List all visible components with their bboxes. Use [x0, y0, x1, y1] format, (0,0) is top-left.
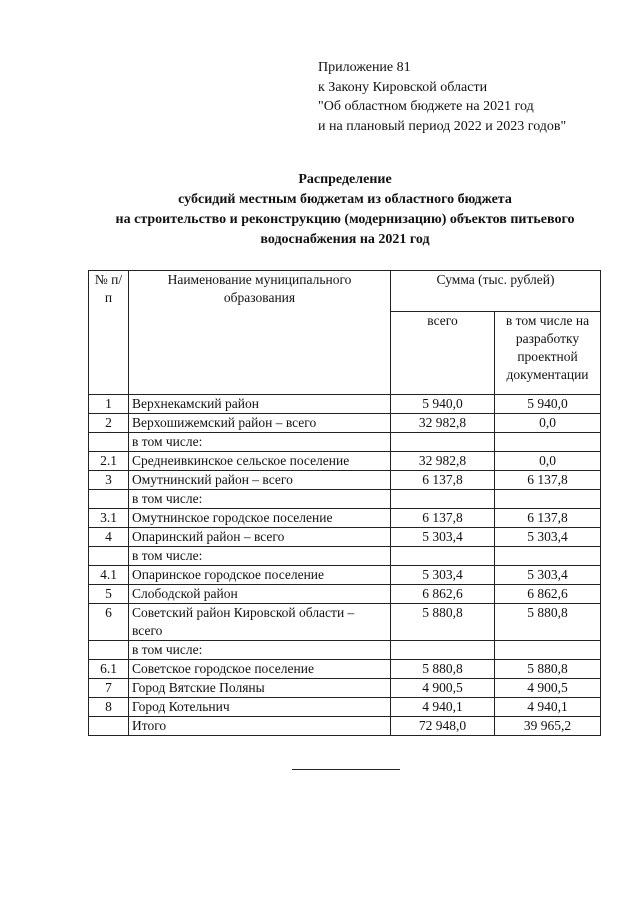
- row-total: 6 137,8: [391, 509, 495, 528]
- table-row: [89, 566, 601, 585]
- row-design: 4 940,1: [495, 698, 601, 717]
- row-name: Город Котельнич: [129, 698, 391, 717]
- appendix-header: [318, 58, 566, 136]
- row-total: 4 940,1: [391, 698, 495, 717]
- row-total: 4 900,5: [391, 679, 495, 698]
- row-num: [89, 490, 129, 509]
- row-design: 5 880,8: [495, 660, 601, 679]
- table-row: [89, 547, 601, 566]
- row-num: 4.1: [89, 566, 129, 585]
- row-total: [391, 641, 495, 660]
- table-row: [89, 452, 601, 471]
- table-row: [89, 698, 601, 717]
- table-body: [89, 395, 601, 736]
- row-total: 5 303,4: [391, 528, 495, 547]
- row-name: Город Вятские Поляны: [129, 679, 391, 698]
- header-design: в том числе на разработку проектной документации: [495, 312, 601, 395]
- row-num: 5: [89, 585, 129, 604]
- row-name: Опаринский район – всего: [129, 528, 391, 547]
- row-design: 39 965,2: [495, 717, 601, 736]
- row-num: 7: [89, 679, 129, 698]
- row-total: 6 862,6: [391, 585, 495, 604]
- row-design: 6 862,6: [495, 585, 601, 604]
- title-line: на строительство и реконструкцию (модернизацию) объектов питьевого: [115, 212, 575, 227]
- row-design: 0,0: [495, 452, 601, 471]
- row-design: 0,0: [495, 414, 601, 433]
- header-total: всего: [391, 312, 495, 395]
- row-num: 2: [89, 414, 129, 433]
- appendix-line: к Закону Кировской области: [318, 79, 488, 95]
- row-num: 6.1: [89, 660, 129, 679]
- table-row: [89, 679, 601, 698]
- row-num: [89, 547, 129, 566]
- row-name: Итого: [129, 717, 391, 736]
- table-row: [89, 604, 601, 641]
- row-total: 32 982,8: [391, 414, 495, 433]
- row-name: Советский район Кировской области – всего: [129, 604, 391, 641]
- table-row: [89, 641, 601, 660]
- row-name: в том числе:: [129, 433, 391, 452]
- row-num: 3: [89, 471, 129, 490]
- table-row: [89, 528, 601, 547]
- title-line: водоснабжения на 2021 год: [260, 232, 430, 247]
- row-num: 3.1: [89, 509, 129, 528]
- header-num: № п/п: [89, 271, 129, 395]
- row-total: 5 940,0: [391, 395, 495, 414]
- separator-line: [292, 769, 400, 770]
- row-name: в том числе:: [129, 547, 391, 566]
- row-name: в том числе:: [129, 490, 391, 509]
- row-design: [495, 490, 601, 509]
- row-design: 6 137,8: [495, 509, 601, 528]
- row-name: Опаринское городское поселение: [129, 566, 391, 585]
- row-total: [391, 490, 495, 509]
- row-design: 6 137,8: [495, 471, 601, 490]
- row-design: 4 900,5: [495, 679, 601, 698]
- row-design: [495, 433, 601, 452]
- table-row: [89, 395, 601, 414]
- row-total: [391, 433, 495, 452]
- row-design: 5 303,4: [495, 528, 601, 547]
- row-name: Советское городское поселение: [129, 660, 391, 679]
- row-num: 4: [89, 528, 129, 547]
- document-title: [60, 170, 630, 250]
- row-total: 72 948,0: [391, 717, 495, 736]
- row-name: Среднеивкинское сельское поселение: [129, 452, 391, 471]
- row-total: 6 137,8: [391, 471, 495, 490]
- row-name: Верхошижемский район – всего: [129, 414, 391, 433]
- row-num: 1: [89, 395, 129, 414]
- row-name: Омутнинское городское поселение: [129, 509, 391, 528]
- row-num: 8: [89, 698, 129, 717]
- table-row: [89, 509, 601, 528]
- table-row: [89, 414, 601, 433]
- row-total: 5 880,8: [391, 660, 495, 679]
- header-sum: Сумма (тыс. рублей): [391, 271, 601, 312]
- row-num: [89, 433, 129, 452]
- row-num: 6: [89, 604, 129, 641]
- row-total: 32 982,8: [391, 452, 495, 471]
- row-name: Слободской район: [129, 585, 391, 604]
- row-design: 5 940,0: [495, 395, 601, 414]
- table-row: [89, 717, 601, 736]
- row-total: 5 303,4: [391, 566, 495, 585]
- row-name: в том числе:: [129, 641, 391, 660]
- header-name: Наименование муниципального образования: [129, 271, 391, 395]
- table-row: [89, 471, 601, 490]
- title-line: Распределение: [298, 172, 392, 187]
- subsidy-table: [88, 270, 601, 736]
- row-design: 5 303,4: [495, 566, 601, 585]
- table-row: [89, 490, 601, 509]
- row-design: 5 880,8: [495, 604, 601, 641]
- row-design: [495, 641, 601, 660]
- title-line: субсидий местным бюджетам из областного бюджета: [178, 192, 512, 207]
- row-total: 5 880,8: [391, 604, 495, 641]
- appendix-line: "Об областном бюджете на 2021 год: [318, 99, 534, 114]
- appendix-line: и на плановый период 2022 и 2023 годов": [318, 118, 567, 134]
- row-name: Омутнинский район – всего: [129, 471, 391, 490]
- row-design: [495, 547, 601, 566]
- row-num: 2.1: [89, 452, 129, 471]
- table-row: [89, 660, 601, 679]
- appendix-line: Приложение 81: [318, 60, 411, 75]
- table-row: [89, 585, 601, 604]
- row-name: Верхнекамский район: [129, 395, 391, 414]
- row-num: [89, 717, 129, 736]
- row-total: [391, 547, 495, 566]
- table-row: [89, 433, 601, 452]
- row-num: [89, 641, 129, 660]
